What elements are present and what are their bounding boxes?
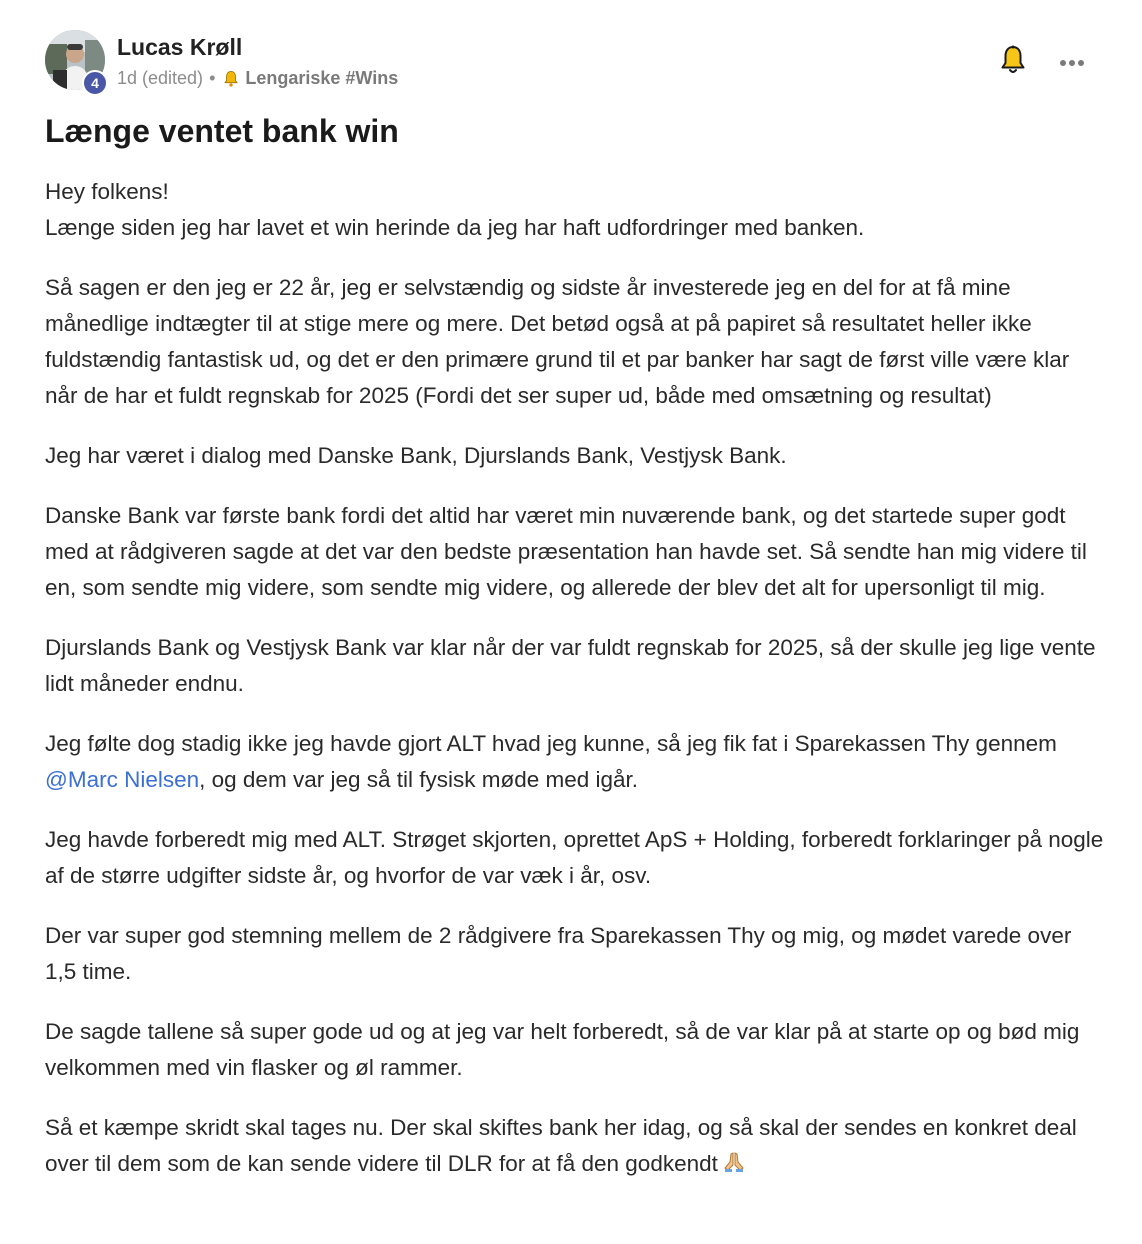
paragraph-greeting (45, 174, 1105, 246)
user-mention-link[interactable]: @Marc Nielsen (45, 767, 200, 792)
paragraph-10 (45, 1110, 1105, 1185)
paragraph-5: Djurslands Bank og Vestjysk Bank var klar når der var fuldt regnskab for 2025, så der skulle jeg lige vente lidt måneder endnu. (45, 635, 1096, 696)
post-header (45, 30, 1105, 92)
paragraph-6 (45, 726, 1105, 798)
paragraph-3: Jeg har været i dialog med Danske Bank, Djurslands Bank, Vestjysk Bank. (45, 443, 787, 468)
intro-line: Længe siden jeg har lavet et win herinde da jeg har haft udfordringer med banken. (45, 215, 865, 240)
paragraph-9: De sagde tallene så super gode ud og at jeg var helt forberedt, så de var klar på at starte op og bød mig velkommen med vin flasker og øl rammer. (45, 1019, 1080, 1080)
paragraph-6-after: , og dem var jeg så til fysisk møde med igår. (199, 767, 639, 792)
notification-bell-button[interactable] (997, 44, 1029, 80)
paragraph-10-text: Så et kæmpe skridt skal tages nu. Der skal skiftes bank her idag, og så skal der sendes en konkret deal over til dem som de kan sende videre til DLR for at få den godkendt (45, 1115, 1077, 1176)
post-title: Længe ventet bank win (45, 113, 399, 149)
more-options-icon (1059, 54, 1085, 72)
paragraph-7: Jeg havde forberedt mig med ALT. Strøget skjorten, oprettet ApS + Holding, forberedt forklaringer på nogle af de større udgifter sidste år, og hvorfor de var væk i år, osv. (45, 827, 1104, 888)
bell-icon (221, 69, 241, 89)
greeting-line: Hey folkens! (45, 179, 169, 204)
level-badge: 4 (82, 70, 108, 96)
praying-hands-icon (722, 1149, 746, 1185)
category-link[interactable]: Lengariske #Wins (245, 68, 399, 88)
post-body (45, 174, 1105, 1209)
meta-separator: • (209, 68, 216, 88)
bell-icon (1000, 44, 1026, 81)
more-options-button[interactable] (1055, 48, 1089, 78)
paragraph-8: Der var super god stemning mellem de 2 rådgivere fra Sparekassen Thy og mig, og mødet varede over 1,5 time. (45, 923, 1072, 984)
author-name[interactable]: Lucas Krøll (117, 34, 243, 60)
paragraph-4: Danske Bank var første bank fordi det altid har været min nuværende bank, og det startede super godt med at rådgiveren sagde at det var den bedste præsentation han havde set. Så sendte han mig videre til en, som sendte mig videre, som sendte mig videre, og allerede der blev det alt for upersonligt til mig. (45, 503, 1087, 600)
author-avatar[interactable] (45, 30, 105, 90)
paragraph-2: Så sagen er den jeg er 22 år, jeg er selvstændig og sidste år investerede jeg en del for at få mine månedlige indtægter til at stige mere og mere. Det betød også at på papiret så resultatet heller ikke fuldstændig fantastisk ud, og det er den primære grund til et par banker har sagt de først ville være klar når de har et fuldt regnskab for 2025 (Fordi det ser super ud, både med omsætning og resultat) (45, 275, 1070, 408)
post-time: 1d (edited) (117, 68, 204, 88)
post-meta (117, 68, 398, 89)
paragraph-6-before: Jeg følte dog stadig ikke jeg havde gjort ALT hvad jeg kunne, så jeg fik fat i Sparekassen Thy gennem (45, 731, 1057, 756)
